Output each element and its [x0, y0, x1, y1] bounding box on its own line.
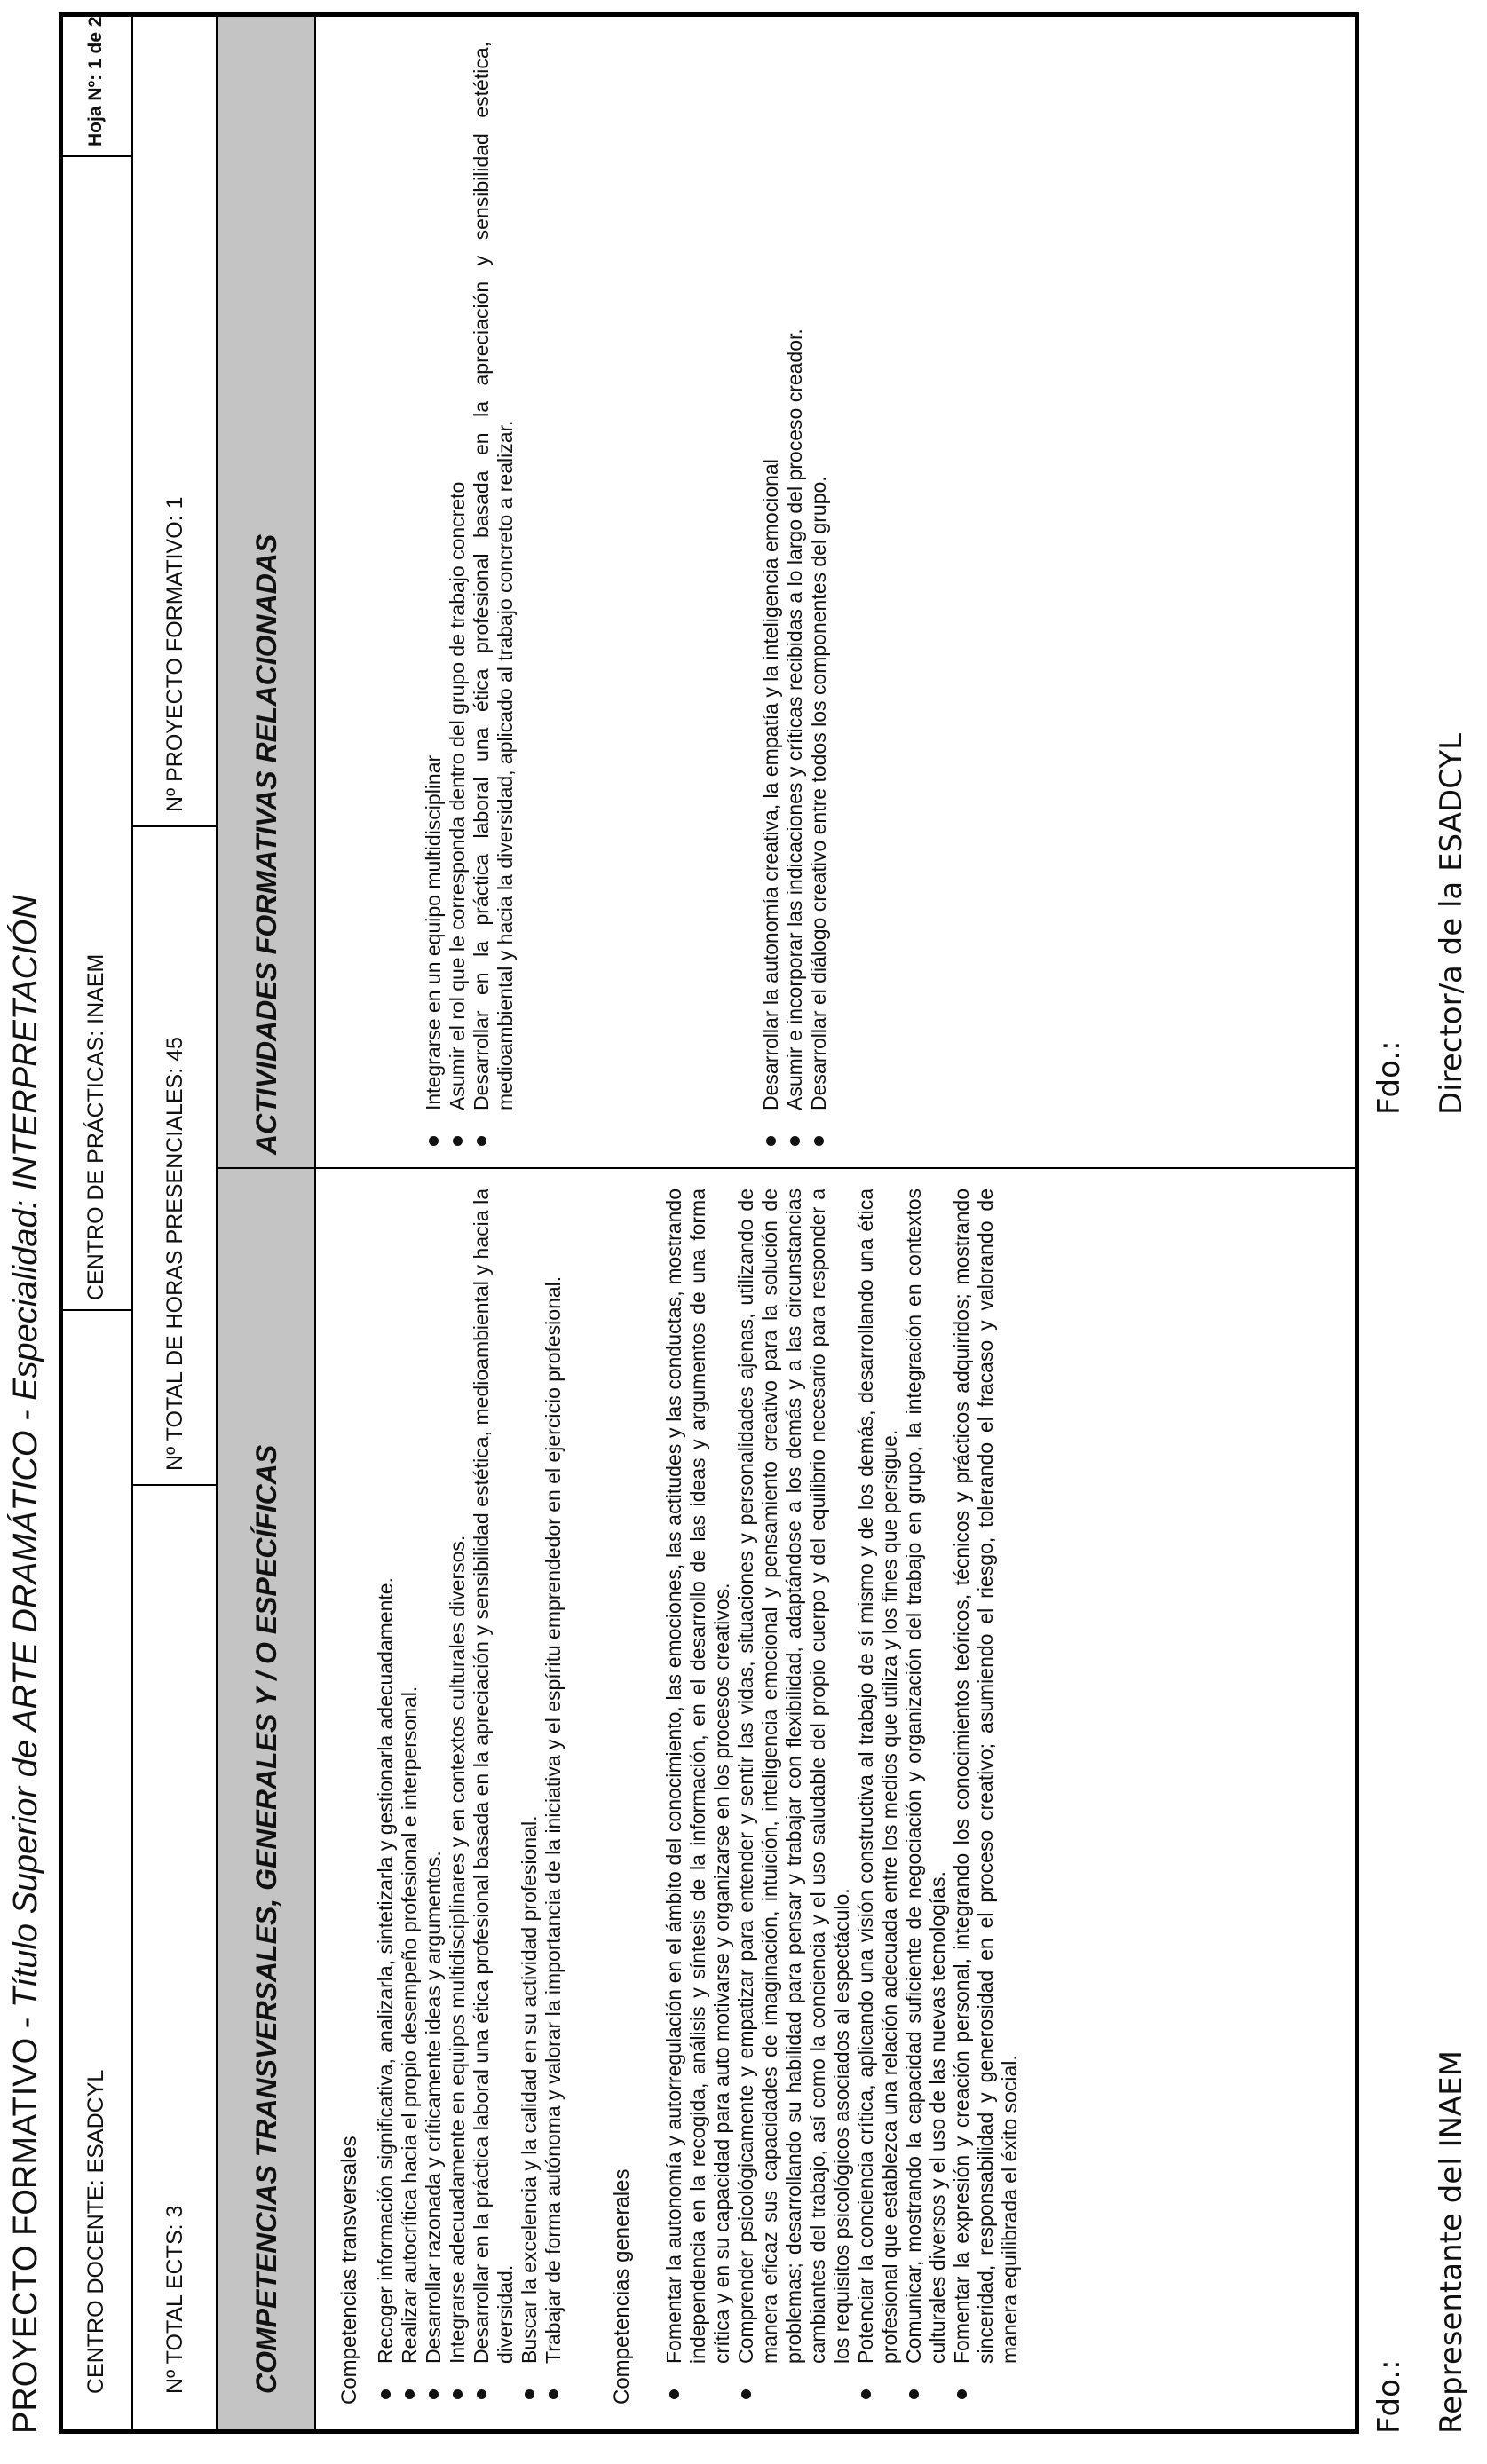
- bullet-icon: [766, 1136, 776, 1146]
- header-row-totals: [133, 17, 218, 2429]
- list-item: Potenciar la conciencia crítica, aplicando una visión constructiva al trabajo de sí mismo y de los demás, desarrollando una ética profesional que establezca una relación adecuada entre los medios que utiliza y los fines que persigue.: [854, 1189, 902, 2405]
- bullet-icon: [453, 2389, 463, 2399]
- generales-block: [610, 1189, 1022, 2405]
- page-title: [4, 0, 57, 2464]
- bullet-icon: [549, 2389, 558, 2399]
- total-hours: Nº TOTAL DE HORAS PRESENCIALES: 45: [162, 1037, 187, 1471]
- list-item: Integrarse en un equipo multidisciplinar: [422, 42, 446, 1151]
- bullet-icon: [814, 1136, 824, 1146]
- actividades-list-2: [759, 42, 831, 1151]
- project-table: [59, 12, 1359, 2434]
- bullet-icon: [405, 2389, 415, 2399]
- project-number: Nº PROYECTO FORMATIVO: 1: [162, 496, 187, 812]
- bullet-icon: [381, 2389, 391, 2399]
- list-item: Desarrollar en la práctica laboral una ética profesional basada en la apreciación y sensibilidad estética, medioambiental y hacia la diversidad, aplicado al trabajo concreto a realizar.: [470, 42, 518, 1151]
- divider: [316, 1167, 1355, 1169]
- divider: [133, 1484, 216, 1486]
- header-row-centers: [63, 17, 133, 2429]
- list-item: Fomentar la autonomía y autorregulación en el ámbito del conocimiento, las emociones, las actitudes y las conductas, mostrando independencia en la recogida, análisis y síntesis de la información, en el desarrollo de las ideas y argumentos de una forma crítica y en su capacidad para auto motivarse y organizarse en los procesos creativos.: [662, 1189, 734, 2405]
- representative-inaem: Representante del INAEM: [1434, 2050, 1469, 2434]
- list-item: Realizar autocrítica hacia el propio desempeño profesional e interpersonal.: [398, 1189, 422, 2405]
- transversales-label: Competencias transversales: [337, 2136, 361, 2405]
- list-item: Desarrollar razonada y críticamente ideas y argumentos.: [422, 1189, 446, 2405]
- content-area: [316, 17, 1355, 2429]
- bullet-icon: [741, 2389, 751, 2399]
- divider: [133, 825, 216, 827]
- bullet-icon: [957, 2389, 967, 2399]
- divider: [218, 1167, 314, 1169]
- signature-footer: [1372, 0, 1487, 2464]
- divider: [63, 1309, 131, 1311]
- actividades-header: ACTIVIDADES FORMATIVAS RELACIONADAS: [250, 533, 282, 1155]
- list-item: Desarrollar el diálogo creativo entre todos los componentes del grupo.: [807, 42, 831, 1151]
- centro-practicas: CENTRO DE PRÁCTICAS: INAEM: [83, 953, 108, 1300]
- transversales-block: [337, 1189, 566, 2405]
- signature-label-right: Fdo.:: [1372, 1040, 1407, 1115]
- list-item: Integrarse adecuadamente en equipos multidisciplinares y en contextos culturales diversos.: [446, 1189, 470, 2405]
- bullet-icon: [861, 2389, 871, 2399]
- bullet-icon: [669, 2389, 679, 2399]
- bullet-icon: [477, 1136, 486, 1146]
- list-item: Asumir e incorporar las indicaciones y críticas recibidas a lo largo del proceso creador.: [783, 42, 807, 1151]
- bullet-icon: [453, 1136, 463, 1146]
- list-item: Comprender psicológicamente y empatizar para entender y sentir las vidas, situaciones y personalidades ajenas, utilizando de manera eficaz sus capacidades de imaginación, intuición, inteligencia emocional y pensamiento creativo para la solución de problemas; desarrollando su habilidad para pensar y trabajar con flexibilidad, adaptándose a los demás y a las circunstancias cambiantes del trabajo, así como la conciencia y el uso saludable del propio cuerpo y del equilibrio necesario para responder a los requisitos psicológicos asociados al espectáculo.: [734, 1189, 854, 2405]
- bullet-icon: [477, 2389, 486, 2399]
- bullet-icon: [429, 2389, 439, 2399]
- divider: [63, 155, 131, 157]
- actividades-column: [337, 42, 831, 1151]
- signature-label-left: Fdo.:: [1372, 2359, 1407, 2434]
- list-item: Desarrollar la autonomía creativa, la empatía y la inteligencia emocional: [759, 42, 783, 1151]
- bullet-icon: [909, 2389, 919, 2399]
- page-title-main: PROYECTO FORMATIVO -: [7, 2008, 44, 2434]
- list-item: Fomentar la expresión y creación personal, integrando los conocimientos teóricos, técnicos y prácticos adquiridos; mostrando sinceridad, responsabilidad y generosidad en el proceso creativo; asumiendo el riesgo, tolerando el fracaso y valorando de manera equilibrada el éxito social.: [950, 1189, 1022, 2405]
- page-title-degree: Título Superior de ARTE DRAMÁTICO - Especialidad: INTERPRETACIÓN: [7, 895, 44, 2009]
- transversales-list: [374, 1189, 566, 2405]
- total-ects: Nº TOTAL ECTS: 3: [162, 2205, 187, 2394]
- director-esadcyl: Director/a de la ESADCYL: [1434, 732, 1469, 1115]
- competencias-column: [337, 1189, 1075, 2405]
- generales-list: [662, 1189, 1022, 2405]
- list-item: Asumir el rol que le corresponda dentro del grupo de trabajo concreto: [446, 42, 470, 1151]
- actividades-list-1: [422, 42, 518, 1151]
- sheet-number: Hoja Nº: 1 de 2: [85, 16, 106, 146]
- bullet-icon: [790, 1136, 800, 1146]
- list-item: Buscar la excelencia y la calidad en su actividad profesional.: [518, 1189, 542, 2405]
- list-item: Comunicar, mostrando la capacidad suficiente de negociación y organización del trabajo en grupo, la integración en contextos culturales diversos y el uso de las nuevas tecnologías.: [902, 1189, 950, 2405]
- list-item: Recoger información significativa, analizarla, sintetizarla y gestionarla adecuadamente.: [374, 1189, 398, 2405]
- bullet-icon: [525, 2389, 534, 2399]
- bullet-icon: [429, 1136, 439, 1146]
- competencias-header: COMPETENCIAS TRANSVERSALES, GENERALES Y / O ESPECÍFICAS: [250, 1444, 282, 2394]
- centro-docente: CENTRO DOCENTE: ESADCYL: [83, 2069, 108, 2394]
- generales-label: Competencias generales: [610, 2168, 634, 2405]
- column-headers: [218, 17, 316, 2429]
- list-item: Desarrollar en la práctica laboral una ética profesional basada en la apreciación y sensibilidad estética, medioambiental y hacia la diversidad.: [470, 1189, 518, 2405]
- list-item: Trabajar de forma autónoma y valorar la importancia de la iniciativa y el espíritu emprendedor en el ejercicio profesional.: [542, 1189, 566, 2405]
